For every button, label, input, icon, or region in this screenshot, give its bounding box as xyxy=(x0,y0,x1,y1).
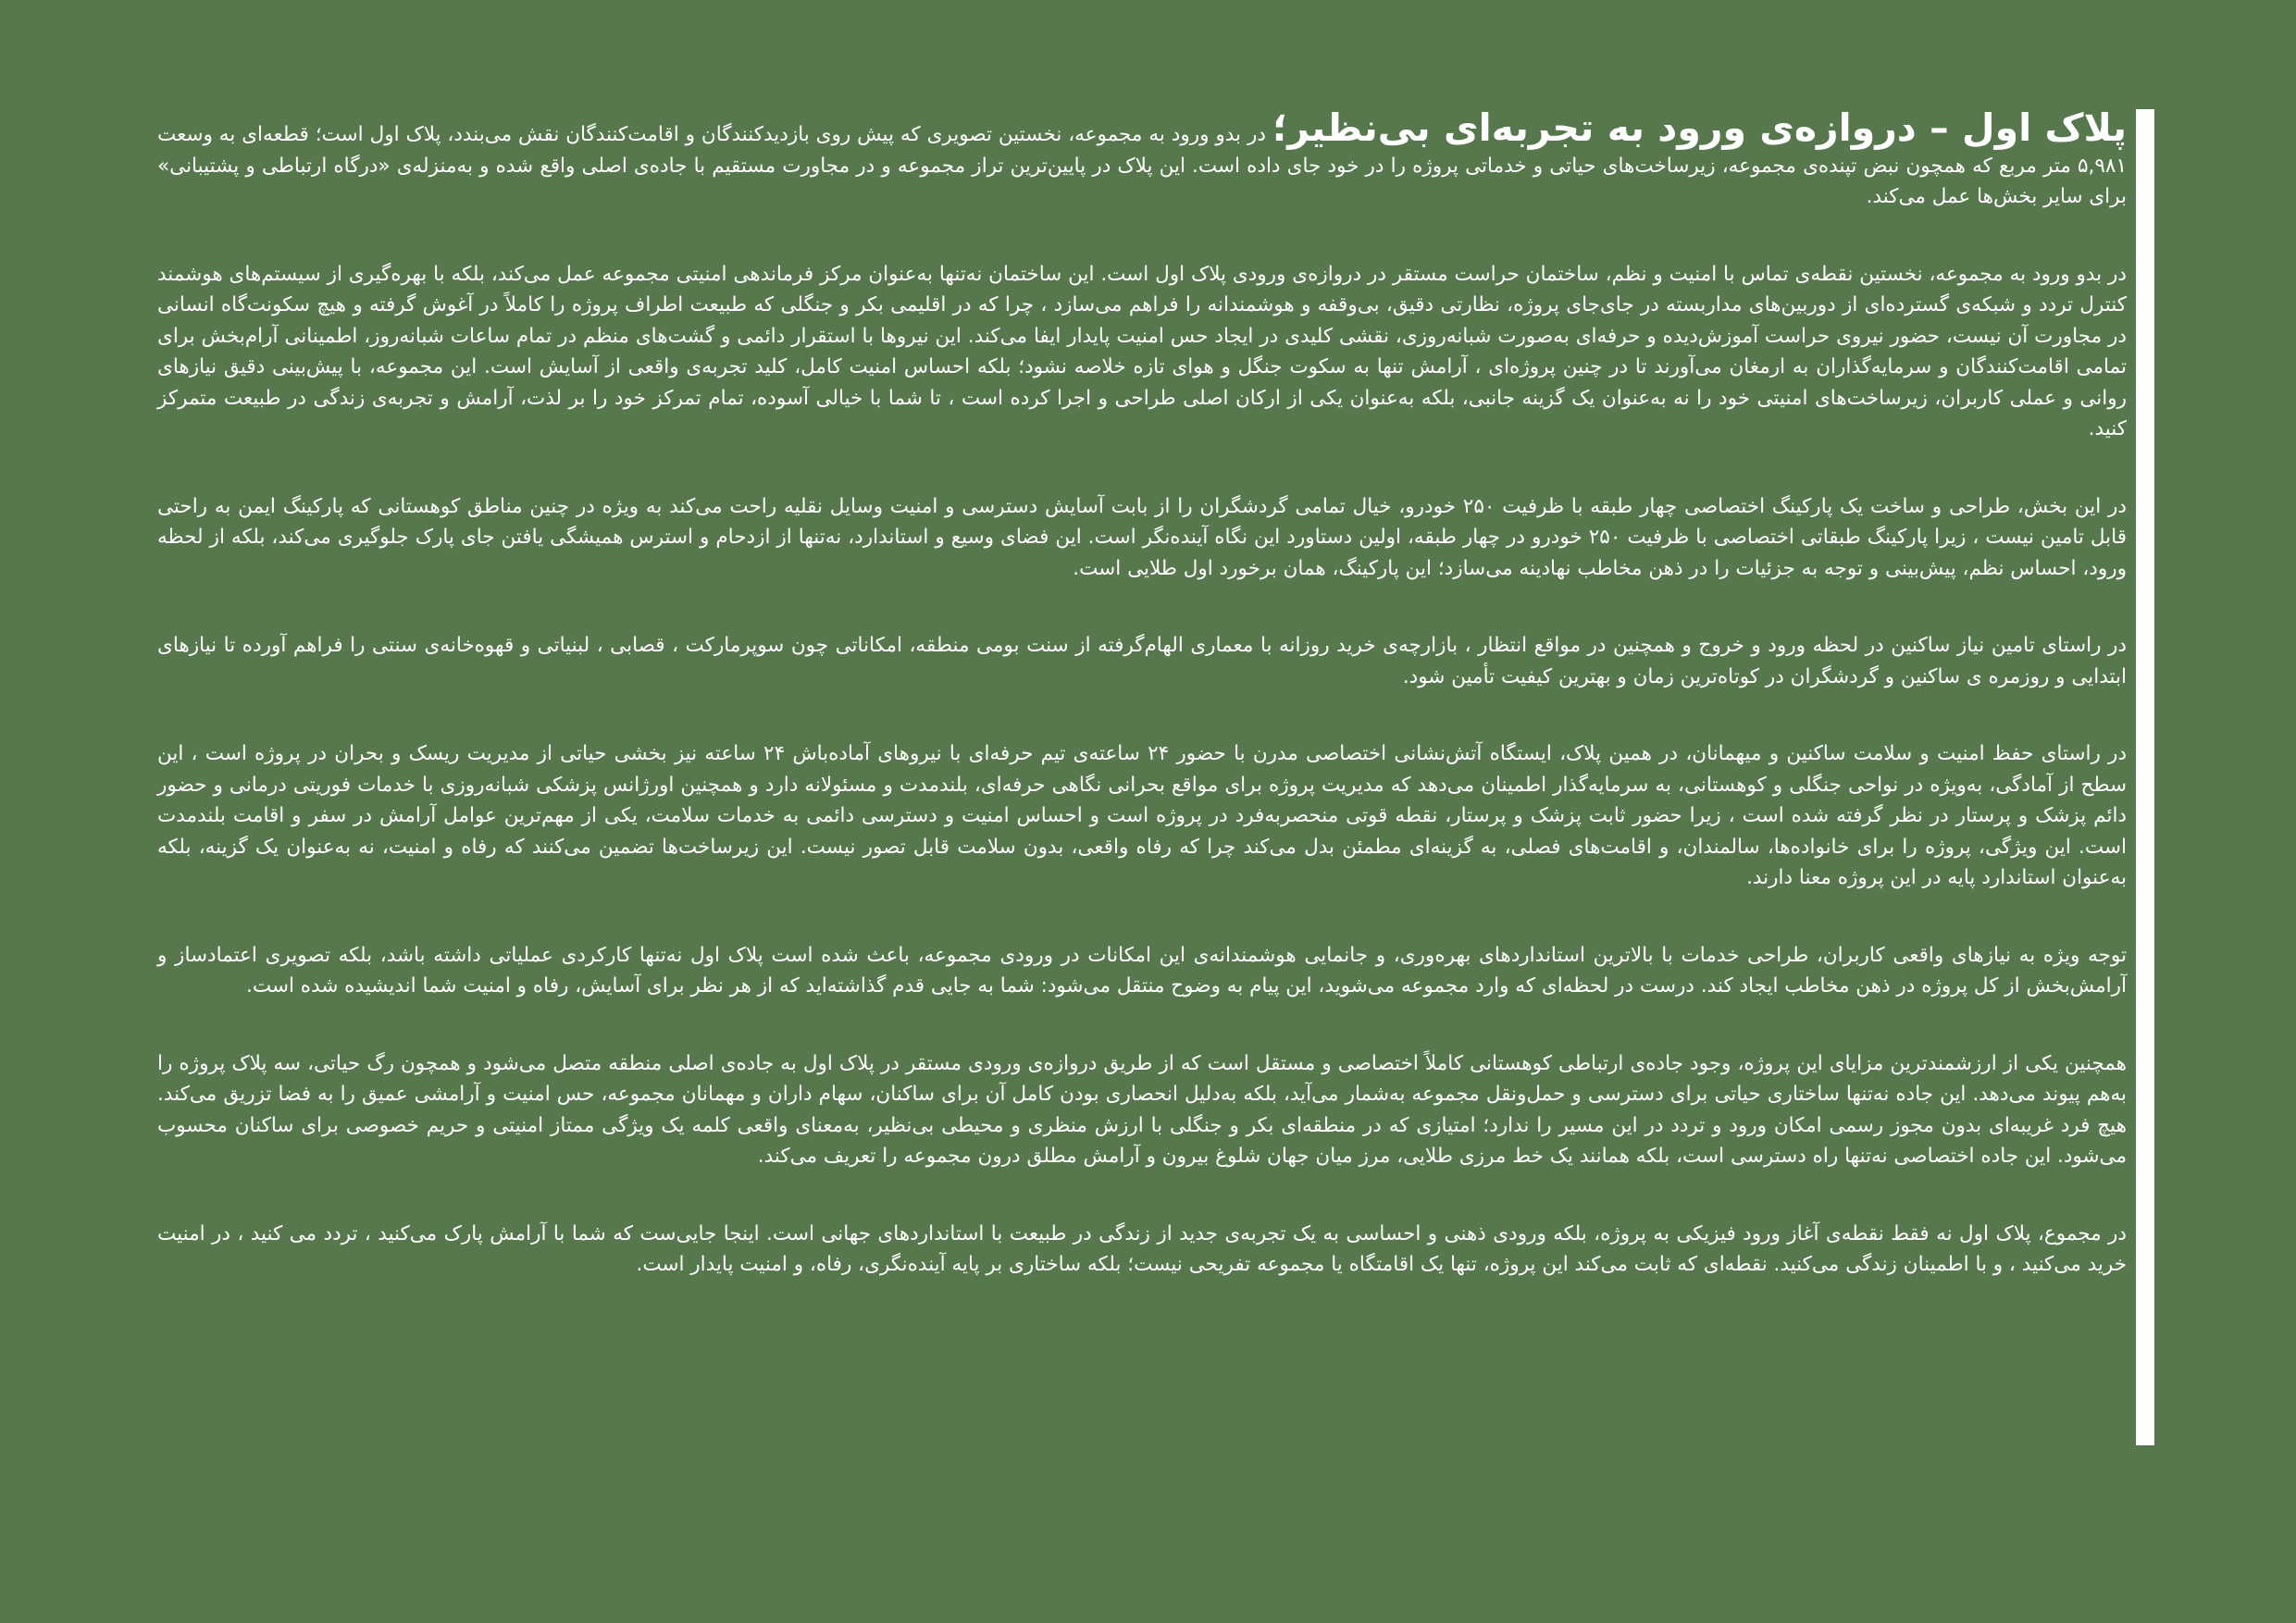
intro-text: در بدو ورود به مجموعه، نخستین تصویری که پیش روی بازدیدکنندگان و اقامت‌کنندگان نقش می‌بندد، پلاک اول است؛ قطعه‌ای به وسعت ۵,۹۸۱ متر مربع که همچون نبض تپنده‌ی مجموعه، زیرساخت‌های حیاتی و خدماتی پروژه را در خود جای داده است. این پلاک در پایین‌ترین تراز مجموعه و در مجاورت مستقیم با جاده‌ی اصلی واقع شده و به‌منزله‌ی «درگاه ارتباطی و پشتیبانی» برای سایر بخش‌ها عمل می‌کند. xyxy=(157,123,2127,208)
section-title: پلاک اول – دروازه‌ی ورود به تجربه‌ای بی‌نظیر؛ xyxy=(1272,105,2127,150)
paragraph-conclusion: در مجموع، پلاک اول نه فقط نقطه‌ی آغاز ورود فیزیکی به پروژه، بلکه ورودی ذهنی و احساسی به یک تجربه‌ی جدید از زندگی در طبیعت با استانداردهای جهانی است. اینجا جایی‌ست که شما با آرامش پارک می‌کنید ، تردد می کنید ، در امنیت خرید می‌کنید ، و با اطمینان زندگی می‌کنید. نقطه‌ای که ثابت می‌کند این پروژه، تنها یک اقامتگاه یا مجموعه تفریحی نیست؛ بلکه ساختاری بر پایه آینده‌نگری، رفاه، و امنیت پایدار است. xyxy=(157,1221,2127,1276)
paragraph-user-needs: توجه ویژه به نیازهای واقعی کاربران، طراحی خدمات با بالاترین استانداردهای بهره‌وری، و جانمایی هوشمندانه‌ی این امکانات در ورودی مجموعه، باعث شده است پلاک اول نه‌تنها کارکردی عملیاتی داشته باشد، بلکه تصویری اعتمادساز و آرامش‌بخش از کل پروژه در ذهن مخاطب ایجاد کند. درست در لحظه‌ای که وارد مجموعه می‌شوید، این پیام به وضوح منتقل می‌شود: شما به جایی قدم گذاشته‌اید که از هر نظر برای آسایش، رفاه و امنیت شما اندیشیده شده است. xyxy=(157,943,2127,997)
accent-bar xyxy=(2136,109,2154,1445)
paragraph-parking: در این بخش، طراحی و ساخت یک پارکینگ اختصاصی چهار طبقه با ظرفیت ۲۵۰ خودرو، خیال تمامی گردشگران را از بابت آسایش دسترسی و امنیت وسایل نقلیه راحت می‌کند به ویژه در چنین مناطق کوهستانی که پارکینگ ایمن به راحتی قابل تامین نیست ، زیرا پارکینگ طبقاتی اختصاصی با ظرفیت ۲۵۰ خودرو در چهار طبقه، اولین دستاورد این نگاه آینده‌نگر است. این فضای وسیع و استاندارد، نه‌تنها از ازدحام و استرس همیشگی یافتن جای پارک جلوگیری می‌کند، بلکه از لحظه ورود، احساس نظم، پیش‌بینی و توجه به جزئیات را در ذهن مخاطب نهادینه می‌سازد؛ این پارکینگ، همان برخورد اول طلایی است. xyxy=(157,494,2128,580)
intro-paragraph xyxy=(157,105,2127,213)
paragraph-market: در راستای تامین نیاز ساکنین در لحظه ورود و خروج و همچنین در مواقع انتظار ، بازارچه‌ی خرید روزانه با معماری الهام‌گرفته از سنت بومی منطقه، امکاناتی چون سوپرمارکت ، قصابی ، لبنیاتی و قهوه‌خانه‌ی سنتی را فراهم آورده تا نیازهای ابتدایی و روزمره ی ساکنین و گردشگران در کوتاه‌ترین زمان و بهترین کیفیت تأمین شود. xyxy=(157,634,2127,688)
text-column xyxy=(157,105,2128,1327)
paragraph-fire-medical: در راستای حفظ امنیت و سلامت ساکنین و میهمانان، در همین پلاک، ایستگاه آتش‌نشانی اختصاصی مدرن با حضور ۲۴ ساعته‌ی تیم حرفه‌ای با نیروهای آماده‌باش ۲۴ ساعته نیز بخشی حیاتی از مدیریت ریسک و بحران در پروژه است ، این سطح از آمادگی، به‌ویژه در نواحی جنگلی و کوهستانی، به سرمایه‌گذار اطمینان می‌دهد که مدیریت پروژه برای مواقع بحرانی نگاهی حرفه‌ای، بلندمدت و مسئولانه دارد و همچنین اورژانس پزشکی شبانه‌روزی با خدمات فوریتی درمانی و حضور دائم پزشک و پرستار در نظر گرفته شده است ، زیرا حضور ثابت پزشک و پرستار، نقطه قوتی منحصربه‌فرد در پروژه است و احساس امنیت و دسترسی دائمی به خدمات سلامت، یکی از مهم‌ترین عوامل آرامش در سفر و اقامت بلندمدت است. این ویژگی، پروژه را برای خانواده‌ها، سالمندان، و اقامت‌های فصلی، به گزینه‌ای مطمئن بدل می‌کند چرا که رفاه واقعی، بدون سلامت قابل تصور نیست. این زیرساخت‌ها تضمین می‌کنند که رفاه و امنیت، نه به‌عنوان یک گزینه، بلکه به‌عنوان استاندارد پایه در این پروژه معنا دارند. xyxy=(157,742,2128,889)
paragraph-private-road: همچنین یکی از ارزشمندترین مزایای این پروژه، وجود جاده‌ی ارتباطی کوهستانی کاملاً اختصاصی و مستقل است که از طریق دروازه‌ی ورودی مستقر در پلاک اول به جاده‌ی اصلی منطقه متصل می‌شود و همچون رگ حیاتی، سه پلاک پروژه را به‌هم پیوند می‌دهد. این جاده نه‌تنها ساختاری حیاتی برای دسترسی و حمل‌ونقل مجموعه به‌شمار می‌آید، بلکه به‌دلیل انحصاری بودن کامل آن برای ساکنان، سهام داران و مهمانان مجموعه، حس امنیت و آرامشی عمیق را به فضا تزریق می‌کند. هیچ فرد غریبه‌ای بدون مجوز رسمی امکان ورود و تردد در این مسیر را ندارد؛ امتیازی که در منطقه‌ای بکر و جنگلی با ارزش منظری و محیطی بی‌نظیر، به‌معنای واقعی کلمه یک ویژگی ممتاز امنیتی و حریم خصوصی برای ساکنان محسوب می‌شود. این جاده اختصاصی نه‌تنها راه دسترسی است، بلکه همانند یک خط مرزی طلایی، مرز میان جهان شلوغ بیرون و آرامش مطلق درون مجموعه را تعریف می‌کند. xyxy=(157,1051,2127,1168)
paragraph-security: در بدو ورود به مجموعه، نخستین نقطه‌ی تماس با امنیت و نظم، ساختمان حراست مستقر در دروازه‌ی ورودی پلاک اول است. این ساختمان نه‌تنها به‌عنوان مرکز فرماندهی امنیتی مجموعه عمل می‌کند، بلکه با بهره‌گیری از سیستم‌های هوشمند کنترل تردد و شبکه‌ی گسترده‌ای از دوربین‌های مداربسته در جای‌جای پروژه، نظارتی دقیق، بی‌وقفه و هوشمندانه را فراهم می‌سازد ، چرا که در اقلیمی بکر و جنگلی که طبیعت اطراف پروژه را کاملاً در آغوش گرفته و هیچ سکونت‌گاه انسانی در مجاورت آن نیست، حضور نیروی حراست آموزش‌دیده و حرفه‌ای به‌صورت شبانه‌روزی، نقشی کلیدی در ایجاد حس امنیت پایدار ایفا می‌کند. این نیروها با استقرار دائمی و گشت‌های منظم در تمام ساعات شبانه‌روز، اطمینانی آرام‌بخش برای تمامی اقامت‌کنندگان و سرمایه‌گذاران به ارمغان می‌آورند تا در چنین پروژه‌ای ، آرامش تنها به سکوت جنگل و هوای تازه خلاصه نشود؛ بلکه احساس امنیت کامل، کلید تجربه‌ی واقعی از آسایش است. این مجموعه، با پیش‌بینی دقیق نیازهای روانی و عملی کاربران، زیرساخت‌های امنیتی خود را نه به‌عنوان یک گزینه جانبی، بلکه به‌عنوان یکی از ارکان اصلی طراحی و اجرا کرده است ، تا شما با خیالی آسوده، تمام تمرکز خود را بر لذت، آرامش و تجربه‌ی زندگی در طبیعت متمرکز کنید. xyxy=(157,262,2127,440)
